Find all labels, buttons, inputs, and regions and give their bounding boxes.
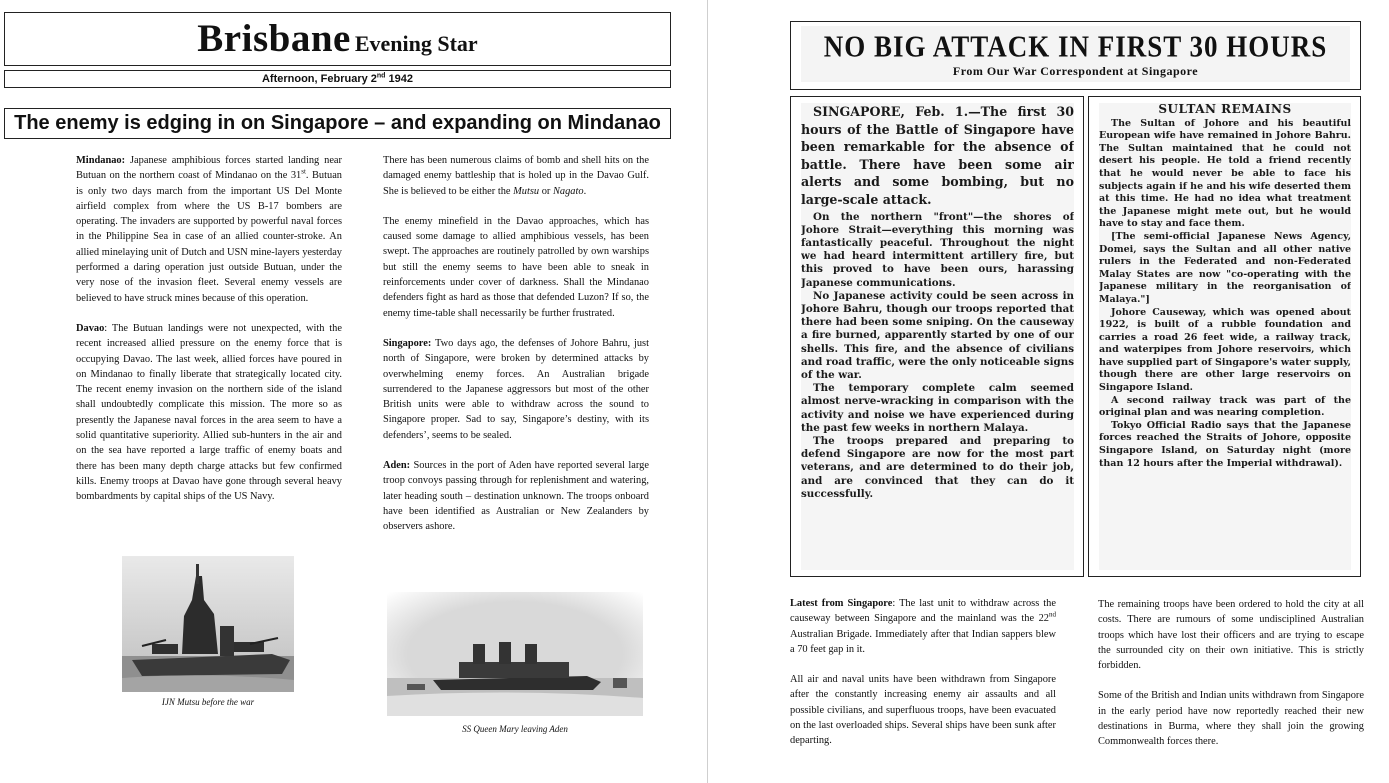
lead-latest: Latest from Singapore [790, 598, 893, 609]
clipping-headline-box [790, 21, 1361, 90]
article-mindanao [76, 153, 342, 306]
left-column [76, 153, 342, 520]
text: . [583, 185, 587, 197]
text: : The last unit to withdraw across the causeway between Singapore and the mainland was the 22 [790, 598, 1056, 625]
lead-mindanao: Mindanao: [76, 155, 126, 166]
clipping-column-a [790, 96, 1084, 577]
lead-aden: Aden: [383, 460, 411, 472]
text: Japanese amphibious forces started landing near Butuan on the northern coast of Mindanao on the 31 [76, 155, 342, 182]
clipping-paragraph: Johore Causeway, which was opened about 1922, is built of a rubble foundation and carries a road 26 feet wide, a railway track, and waterpipes from Johore reservoirs, which have supplied part of Singapore's water supply, though there are other large reservoirs on Singapore Island. [1099, 306, 1351, 394]
clipping-paragraph: [The semi-official Japanese News Agency, Domei, says the Sultan and all other native rulers in the Federated and non-Federated Malay States are now "co-operating with the Japanese military in the reorganisation of Malaya."] [1099, 230, 1351, 305]
dateline [4, 70, 671, 88]
clipping-column-b [1088, 96, 1361, 577]
text: Australian Brigade. Immediately after that Indian sappers blew a 70 feet gap in it. [790, 628, 1056, 655]
clipping-paragraph: The Sultan of Johore and his beautiful European wife have remained in Johore Bahru. The Sultan maintained that he could not desert his people. He told a friend recently that he would never be able to face his subjects again if he and his wife deserted them at this time. He had no idea what treatment the Japanese might mete out, but he would have to stay and face them. [1099, 117, 1351, 230]
text: Two days ago, the defenses of Johore Bahru, just north of Singapore, were broken by determined attacks by overwhelming enemy forces. An Australian brigade surrendered to the Japanese aggressors but most of the other British units were able to withdraw across the sound to Singapore proper. Sad to say, Singapore’s destiny, with its defenders’, seems to be sealed. [383, 337, 649, 441]
article-hold-city: The remaining troops have been ordered to hold the city at all costs. There are rumours of some undisciplined Australian troops which have lost their officers and are trying to escape the surrounded city on their own initiative. This is strictly forbidden. [1098, 599, 1364, 672]
clipping-paragraph: Tokyo Official Radio says that the Japanese forces reached the Straits of Johore, opposite Singapore Island, on Saturday night (more than 12 hours after the Imperial withdrawal). [1099, 419, 1351, 469]
dateline-suffix: nd [376, 72, 386, 80]
article-latest-singapore [790, 596, 1056, 657]
masthead-sub: Evening Star [354, 31, 478, 56]
text: : The Butuan landings were not unexpected, with the recent increased allied pressure on the enemy force that is occupying Davao. The last week, allied forces have poured in on Mindanao to finally liberate that strategically located city. The recent enemy invasion on the northern side of the island shall undoubtedly complicate this mission. The more so as presently the Japanese naval forces in the area seem to have a solid quantitative superiority. Allied sub-hunters in the air and on the sea have reported a large traffic of enemy boats and there has been many depth charge attacks but few confirmed kills. Enemy troops at Davao have gone through several heavy bombardments by capital ships of the US Navy. [76, 322, 342, 503]
ordinal: nd [1049, 610, 1056, 619]
clipping-headline: NO BIG ATTACK IN FIRST 30 HOURS [823, 28, 1328, 64]
text: There has been numerous claims of bomb and shell hits on the damaged enemy battleship that is holed up in the Davao Gulf. She is believed to be either the [383, 155, 649, 197]
clipping-paragraph: A second railway track was part of the original plan and was nearing completion. [1099, 394, 1351, 419]
middle-column [383, 153, 649, 550]
clipping-paragraph: On the northern "front"—the shores of Johore Strait—everything this morning was fantastically peaceful. Throughout the night we had heard intermittent artillery fire, but this proved to have been ours, harassing Japanese communications. [801, 210, 1074, 289]
lead-davao: Davao [76, 322, 105, 334]
article-aden [383, 458, 649, 534]
clipping-subhead: SULTAN REMAINS [1158, 103, 1292, 116]
ordinal: st [301, 167, 306, 176]
article-minefield: The enemy minefield in the Davao approaches, which has caused some damage to allied amphibious vessels, has been swept. The approaches are routinely patrolled by own warships but still the enemy seems to have been able to sneak in reinforcements under cover of darkness. Shall the Mindanao defenders fight as hard as those that defended Luzon? If so, the enemy time-table shall necessarily be further frustrated. [383, 215, 649, 319]
dateline-year: 1942 [388, 73, 413, 85]
text: Sources in the port of Aden have reported several large troop convoys passing through for replenishment and watering, later heading south – destination unknown. The troops onboard have been identified as Australian or New Zealanders by observers ashore. [383, 460, 649, 533]
page-divider [707, 0, 708, 783]
article-burma: Some of the British and Indian units withdrawn from Singapore in the early period have now reportedly reached their new destinations in Burma, where they shall join the growing Commonwealth forces there. [1098, 690, 1364, 748]
queen-mary-caption: SS Queen Mary leaving Aden [462, 724, 568, 734]
ship-name: Mutsu [513, 185, 540, 197]
lead-singapore: Singapore: [383, 337, 432, 349]
mutsu-photo [122, 556, 294, 692]
text: or [539, 185, 553, 197]
ship-name: Nagato [552, 185, 584, 197]
right-column-1 [790, 596, 1056, 764]
article-singapore [383, 336, 649, 443]
dateline-prefix: Afternoon, February 2 [261, 73, 377, 85]
masthead-name: Brisbane [197, 17, 351, 60]
right-column-2 [1098, 597, 1364, 765]
mutsu-caption: IJN Mutsu before the war [161, 697, 255, 707]
page-headline: The enemy is edging in on Singapore – and expanding on Mindanao [4, 108, 671, 139]
clipping-paragraph: No Japanese activity could be seen across in Johore Bahru, though our troops reported that there had been some sniping. On the causeway a fire burned, apparently started by one of our shells. This fire, and the absence of civilians and road traffic, were the only noticeable signs of the war. [801, 289, 1074, 381]
masthead [4, 12, 671, 66]
clipping-lead: SINGAPORE, Feb. 1.—The first 30 hours of the Battle of Singapore have been remarkable for the absence of battle. There have been some air alerts and some bombing, but no large-scale attack. [801, 104, 1074, 207]
text: . Butuan is only two days march from the important US Del Monte airfield complex from where the US B-17 bombers are operating. The invaders are supported by powerful naval forces in the Philippine Sea in case of an allied counter-stroke. An allied minelaying unit of Dutch and USN mine-layers yesterday performed a daring operation just outside Butuan, under the very nose of the invasion fleet. Several enemy vessels are believed to have struck mines because of this operation. [76, 170, 342, 304]
article-battleship [383, 153, 649, 199]
clipping-paragraph: The troops prepared and preparing to defend Singapore are now for the most part veterans, and are determined to do their job, and are convinced that they can do it successfully. [801, 435, 1074, 500]
queen-mary-photo [387, 592, 643, 716]
clipping-paragraph: The temporary complete calm seemed almost nerve-wracking in comparison with the activity and noise we have experienced during the past few weeks in northern Malaya. [801, 382, 1074, 434]
article-davao [76, 321, 342, 505]
clipping-byline: From Our War Correspondent at Singapore [952, 64, 1199, 78]
article-withdrawal: All air and naval units have been withdrawn from Singapore after the constantly increasing enemy air assaults and all possible civilians, and superfluous troops, have been evacuated on the last overloaded ships. Several ships have been sunk after departing. [790, 674, 1056, 747]
